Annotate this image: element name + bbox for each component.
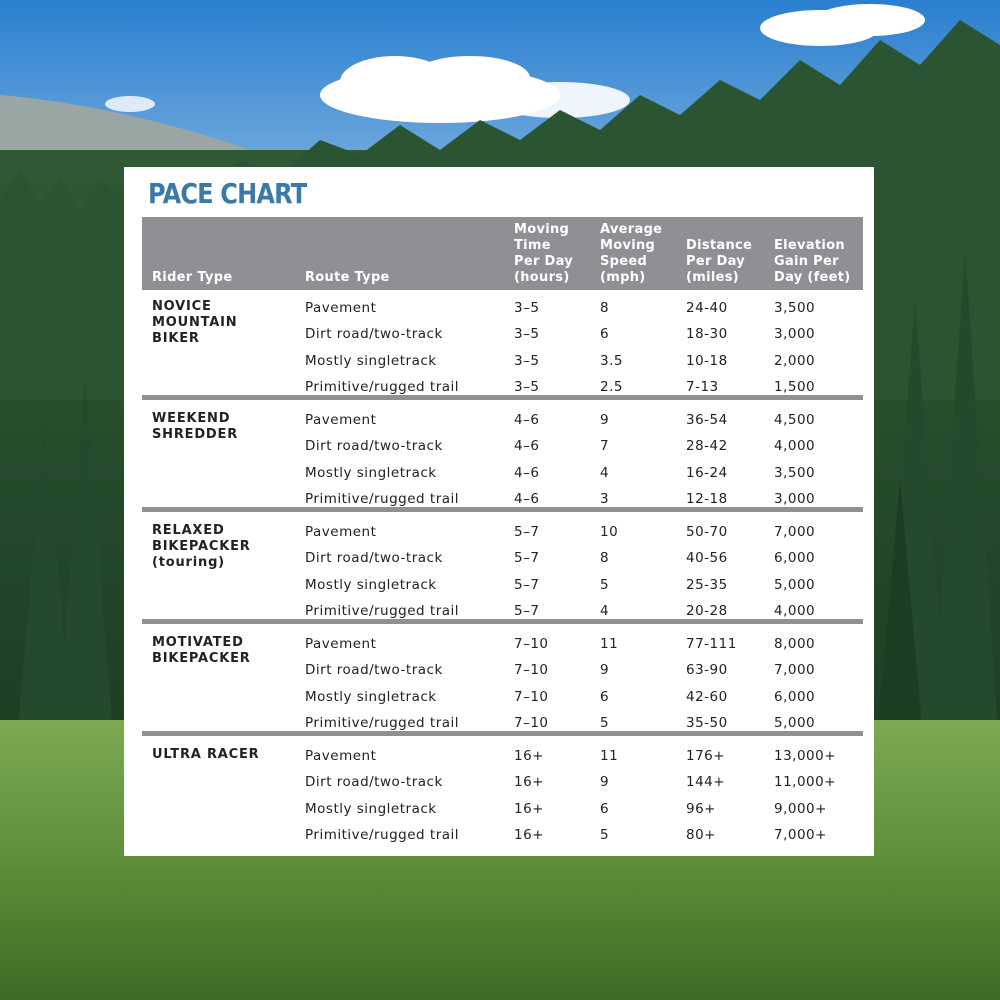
route-type-cell: Dirt road/two-track <box>305 326 443 343</box>
speed-cell: 7 <box>600 438 610 455</box>
table-row <box>142 798 863 824</box>
distance-cell: 35-50 <box>686 715 728 732</box>
table-row <box>142 297 863 323</box>
distance-cell: 77-111 <box>686 636 737 652</box>
speed-cell: 4 <box>600 603 610 620</box>
speed-cell: 8 <box>600 300 610 316</box>
table-row <box>142 547 863 573</box>
rider-type-line: WEEKEND <box>152 411 231 426</box>
moving-time-cell: 16+ <box>514 748 544 764</box>
table-row <box>142 323 863 349</box>
table-row <box>142 409 863 435</box>
distance-cell: 16-24 <box>686 464 728 481</box>
speed-cell: 9 <box>600 774 610 791</box>
distance-cell: 36-54 <box>686 412 728 428</box>
speed-cell: 6 <box>600 688 610 705</box>
route-type-cell: Pavement <box>305 300 377 316</box>
distance-cell: 12-18 <box>686 491 728 508</box>
rider-group <box>142 741 863 848</box>
moving-time-cell: 4–6 <box>514 464 540 481</box>
column-header-line: Rider Type <box>152 270 233 285</box>
distance-cell: 63-90 <box>686 662 728 679</box>
moving-time-cell: 7–10 <box>514 662 549 679</box>
route-type-cell: Mostly singletrack <box>305 464 437 481</box>
speed-cell: 10 <box>600 524 619 540</box>
rider-type-line: MOTIVATED <box>152 635 244 650</box>
rider-type-line: MOUNTAIN <box>152 315 238 330</box>
elevation-cell: 4,000 <box>774 603 816 620</box>
chart-title: PACE CHART <box>148 177 307 210</box>
speed-cell: 3.5 <box>600 352 623 369</box>
route-type-cell: Primitive/rugged trail <box>305 379 460 396</box>
speed-cell: 5 <box>600 715 610 732</box>
column-header-line: Moving <box>514 222 570 237</box>
moving-time-cell: 7–10 <box>514 688 549 705</box>
column-header-line: Gain Per <box>774 254 839 269</box>
distance-cell: 18-30 <box>686 326 728 343</box>
elevation-cell: 8,000 <box>774 636 816 652</box>
rider-type-line: NOVICE <box>152 299 212 314</box>
group-divider <box>142 619 863 624</box>
column-header <box>152 270 232 286</box>
column-header <box>600 222 662 286</box>
elevation-cell: 3,000 <box>774 326 816 343</box>
column-header <box>686 238 752 286</box>
moving-time-cell: 16+ <box>514 774 544 791</box>
moving-time-cell: 4–6 <box>514 491 540 508</box>
moving-time-cell: 3–5 <box>514 352 540 369</box>
column-header-line: Moving <box>600 238 656 253</box>
distance-cell: 50-70 <box>686 524 728 540</box>
route-type-cell: Dirt road/two-track <box>305 774 443 791</box>
group-divider <box>142 395 863 400</box>
column-header-line: Day (feet) <box>774 270 851 285</box>
rider-type-line: SHREDDER <box>152 427 239 442</box>
table-row <box>142 633 863 659</box>
table-row <box>142 824 863 850</box>
column-header <box>774 238 851 286</box>
table-row <box>142 462 863 488</box>
column-header-line: Average <box>600 222 663 237</box>
table-header <box>142 217 863 290</box>
moving-time-cell: 5–7 <box>514 576 540 593</box>
route-type-cell: Dirt road/two-track <box>305 550 443 567</box>
rider-type-line: (touring) <box>152 555 225 570</box>
moving-time-cell: 3–5 <box>514 300 540 316</box>
column-header-line: Time <box>514 238 551 253</box>
distance-cell: 24-40 <box>686 300 728 316</box>
speed-cell: 6 <box>600 326 610 343</box>
table-row <box>142 350 863 376</box>
distance-cell: 144+ <box>686 774 726 791</box>
rider-type-line: RELAXED <box>152 523 225 538</box>
route-type-cell: Primitive/rugged trail <box>305 715 460 732</box>
table-row <box>142 659 863 685</box>
rider-group <box>142 405 863 512</box>
distance-cell: 96+ <box>686 800 716 817</box>
table-row <box>142 745 863 771</box>
distance-cell: 80+ <box>686 827 716 844</box>
route-type-cell: Primitive/rugged trail <box>305 603 460 620</box>
speed-cell: 9 <box>600 412 610 428</box>
column-header-line: (miles) <box>686 270 739 285</box>
elevation-cell: 3,500 <box>774 464 816 481</box>
distance-cell: 20-28 <box>686 603 728 620</box>
rider-type-line: BIKER <box>152 331 200 346</box>
speed-cell: 6 <box>600 800 610 817</box>
rider-group <box>142 629 863 736</box>
table-row <box>142 686 863 712</box>
speed-cell: 11 <box>600 636 619 652</box>
group-divider <box>142 731 863 736</box>
rider-group <box>142 517 863 624</box>
column-header-line: (hours) <box>514 270 570 285</box>
route-type-cell: Mostly singletrack <box>305 688 437 705</box>
column-header <box>305 270 390 286</box>
elevation-cell: 2,000 <box>774 352 816 369</box>
rider-type-line: BIKEPACKER <box>152 651 251 666</box>
elevation-cell: 11,000+ <box>774 774 837 791</box>
table-row <box>142 574 863 600</box>
distance-cell: 28-42 <box>686 438 728 455</box>
speed-cell: 4 <box>600 464 610 481</box>
distance-cell: 40-56 <box>686 550 728 567</box>
route-type-cell: Pavement <box>305 524 377 540</box>
column-header-line: Per Day <box>514 254 574 269</box>
route-type-cell: Mostly singletrack <box>305 800 437 817</box>
speed-cell: 3 <box>600 491 610 508</box>
column-header-line: Speed <box>600 254 648 269</box>
moving-time-cell: 7–10 <box>514 636 549 652</box>
route-type-cell: Mostly singletrack <box>305 576 437 593</box>
moving-time-cell: 5–7 <box>514 550 540 567</box>
moving-time-cell: 5–7 <box>514 524 540 540</box>
column-header-line: Elevation <box>774 238 845 253</box>
column-header-line: (mph) <box>600 270 646 285</box>
table-row <box>142 771 863 797</box>
elevation-cell: 5,000 <box>774 715 816 732</box>
route-type-cell: Pavement <box>305 636 377 652</box>
elevation-cell: 1,500 <box>774 379 816 396</box>
moving-time-cell: 5–7 <box>514 603 540 620</box>
moving-time-cell: 3–5 <box>514 379 540 396</box>
rider-type-line: ULTRA RACER <box>152 747 260 762</box>
column-header-line: Per Day <box>686 254 746 269</box>
pace-chart-card <box>124 167 874 856</box>
moving-time-cell: 16+ <box>514 800 544 817</box>
group-divider <box>142 507 863 512</box>
speed-cell: 9 <box>600 662 610 679</box>
distance-cell: 42-60 <box>686 688 728 705</box>
moving-time-cell: 4–6 <box>514 412 540 428</box>
speed-cell: 5 <box>600 576 610 593</box>
route-type-cell: Primitive/rugged trail <box>305 827 460 844</box>
moving-time-cell: 4–6 <box>514 438 540 455</box>
elevation-cell: 3,000 <box>774 491 816 508</box>
speed-cell: 8 <box>600 550 610 567</box>
elevation-cell: 13,000+ <box>774 748 837 764</box>
elevation-cell: 4,500 <box>774 412 816 428</box>
elevation-cell: 4,000 <box>774 438 816 455</box>
route-type-cell: Mostly singletrack <box>305 352 437 369</box>
rider-group <box>142 293 863 400</box>
elevation-cell: 5,000 <box>774 576 816 593</box>
elevation-cell: 6,000 <box>774 688 816 705</box>
distance-cell: 176+ <box>686 748 726 764</box>
column-header-line: Route Type <box>305 270 390 285</box>
route-type-cell: Pavement <box>305 412 377 428</box>
route-type-cell: Dirt road/two-track <box>305 438 443 455</box>
distance-cell: 7-13 <box>686 379 719 396</box>
route-type-cell: Pavement <box>305 748 377 764</box>
speed-cell: 2.5 <box>600 379 623 396</box>
elevation-cell: 7,000 <box>774 524 816 540</box>
moving-time-cell: 16+ <box>514 827 544 844</box>
elevation-cell: 7,000+ <box>774 827 827 844</box>
distance-cell: 10-18 <box>686 352 728 369</box>
table-row <box>142 521 863 547</box>
speed-cell: 5 <box>600 827 610 844</box>
moving-time-cell: 7–10 <box>514 715 549 732</box>
column-header-line: Distance <box>686 238 753 253</box>
elevation-cell: 7,000 <box>774 662 816 679</box>
elevation-cell: 3,500 <box>774 300 816 316</box>
table-row <box>142 435 863 461</box>
distance-cell: 25-35 <box>686 576 728 593</box>
elevation-cell: 6,000 <box>774 550 816 567</box>
speed-cell: 11 <box>600 748 619 764</box>
elevation-cell: 9,000+ <box>774 800 827 817</box>
route-type-cell: Dirt road/two-track <box>305 662 443 679</box>
route-type-cell: Primitive/rugged trail <box>305 491 460 508</box>
moving-time-cell: 3–5 <box>514 326 540 343</box>
column-header <box>514 222 573 286</box>
rider-type-line: BIKEPACKER <box>152 539 251 554</box>
